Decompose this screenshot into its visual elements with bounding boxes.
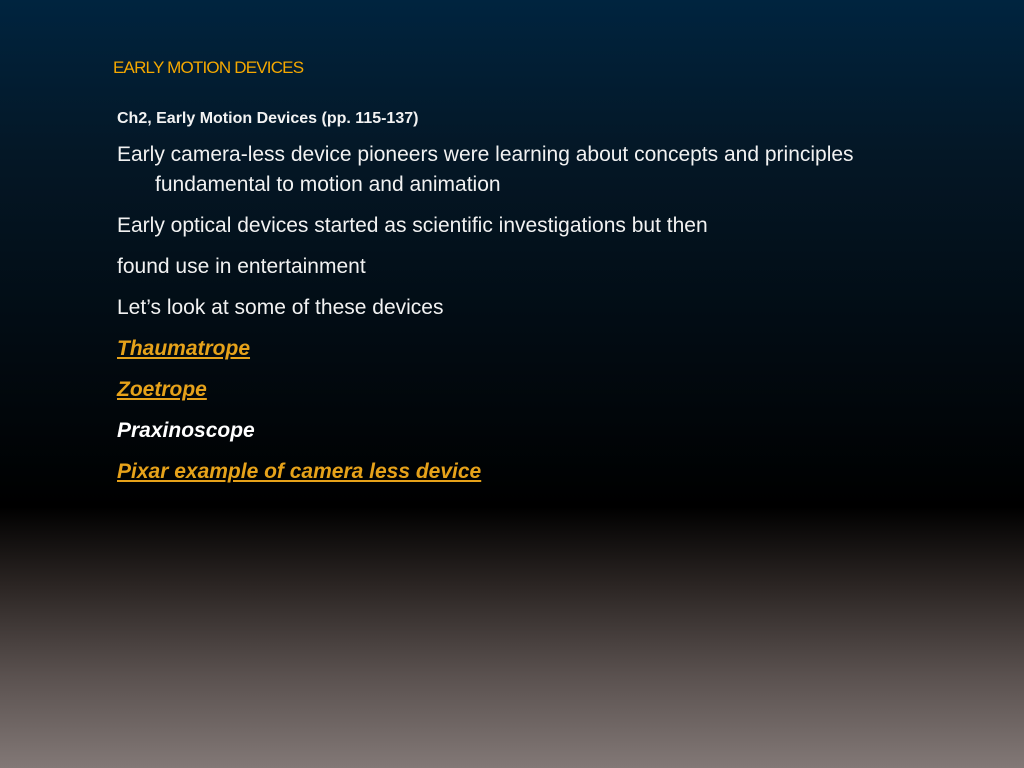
paragraph-optical-devices: Early optical devices started as scientific investigations but then: [117, 214, 708, 237]
zoetrope-link[interactable]: Zoetrope: [117, 378, 207, 401]
chapter-reference: Ch2, Early Motion Devices (pp. 115-137): [117, 110, 419, 127]
paragraph-look-at-devices: Let’s look at some of these devices: [117, 296, 444, 319]
thaumatrope-link[interactable]: Thaumatrope: [117, 337, 251, 360]
slide-title: EARLY MOTION DEVICES: [113, 58, 304, 77]
paragraph-pioneers: Early camera-less device pioneers were learning about concepts and principles fundamental to motion and animation: [117, 143, 854, 196]
pixar-example-link[interactable]: Pixar example of camera less device: [117, 460, 482, 483]
slide-content: [117, 108, 877, 498]
paragraph-entertainment: found use in entertainment: [117, 255, 366, 278]
praxinoscope-text: Praxinoscope: [117, 419, 255, 442]
